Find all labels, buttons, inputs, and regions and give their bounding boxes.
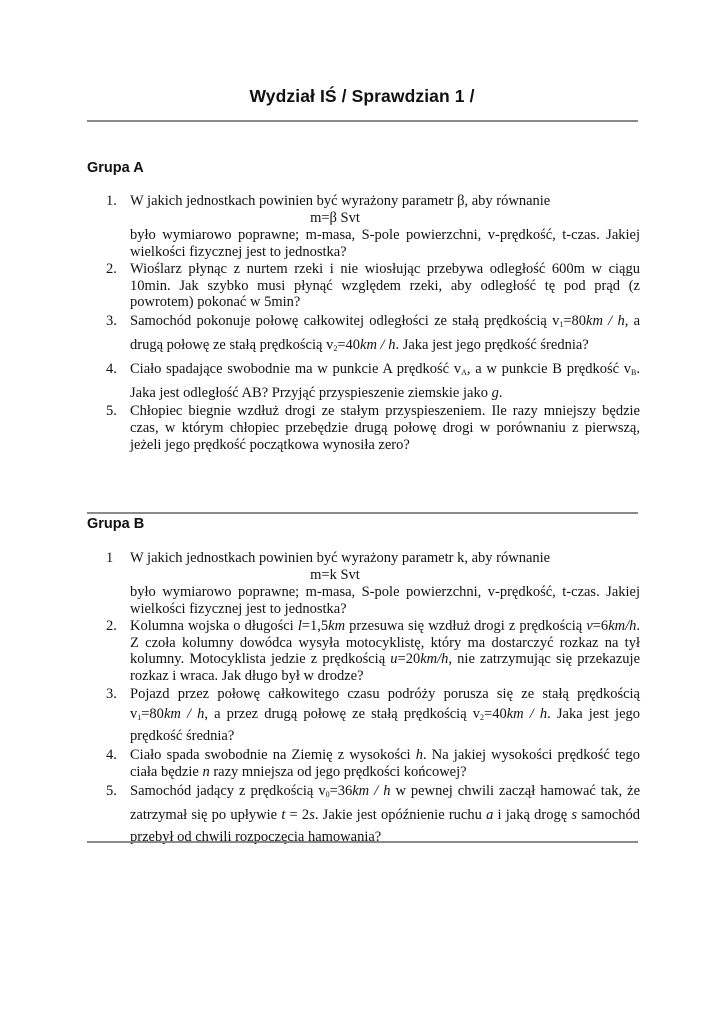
task-text: . Jaka jest jego prędkość średnia? xyxy=(130,705,640,745)
task-text: i jaką drogę xyxy=(493,807,572,824)
task-text: . Z czoła kolumny dowódca wysyła motocyklistę, który ma dostarczyć rozkaz na tył kolumny. Motocyklista jedzie z prędkością xyxy=(130,617,640,668)
velocity-formula: $v_2=40km / h$ xyxy=(472,705,548,722)
task-text: . Jaka jest jego prędkość średnia? xyxy=(395,337,589,354)
formula: m=k Svt xyxy=(310,566,360,583)
velocity-symbol: $v_A$ xyxy=(453,361,467,378)
task-text: Samochód pokonuje połowę całkowitej odległości ze stałą prędkością xyxy=(130,313,553,330)
task-text: . Jaka jest odległość AB? Przyjąć przyspieszenie ziemskie jako xyxy=(130,361,640,402)
task-text: Samochód jadący z prędkością xyxy=(130,782,319,799)
task-text: . Jakie jest opóźnienie ruchu xyxy=(314,807,487,824)
symbol-g: g xyxy=(491,385,499,402)
task-text: razy mniejsza od jego prędkości końcowej? xyxy=(209,763,467,780)
group-b-task-list xyxy=(87,550,640,848)
task-text: samochód przebył od chwili rozpoczęcia hamowania? xyxy=(130,807,640,845)
item-number: 4. xyxy=(106,361,117,378)
task-text: , a przez drugą połowę ze stałą prędkością xyxy=(204,705,473,722)
list-item xyxy=(87,261,640,312)
list-item xyxy=(87,550,640,618)
list-item: 5. Samochód jadący z prędkością $v_0=36km / h$ w pewnej chwili zaczął hamować tak, że zatrzymał się po upływie t = 2s. Jakie jest opóźnienie ruchu a i jaką drogę s samochód przebył od chwili rozpoczęcia hamowania? xyxy=(106,782,641,845)
list-item xyxy=(87,193,640,261)
item-number: 5. xyxy=(106,403,117,420)
velocity-formula: $v_1=80km / h$ xyxy=(552,313,625,330)
item-number: 4. xyxy=(106,746,117,763)
task-text: Wioślarz płynąc z nurtem rzeki i nie wiosłując przebywa odległość 600m w ciągu 10min. Jak szybko musi płynąć względem rzeki, aby odległość tę pod prąd (z powrotem) pokonać w 5min? xyxy=(130,260,640,311)
task-text: , a drugą połowę ze stałą prędkością xyxy=(130,313,641,354)
list-item xyxy=(87,685,640,747)
page-title: Wydział IŚ / Sprawdzian 1 / xyxy=(249,86,475,106)
item-number: 2. xyxy=(106,260,117,277)
task-text: W jakich jednostkach powinien być wyrażony parametr β, aby równanie xyxy=(130,193,551,209)
task-text: W jakich jednostkach powinien być wyrażony parametr k, aby równanie xyxy=(130,550,551,566)
task-text: Kolumna wojska o długości xyxy=(130,617,298,634)
velocity-formula: $v_2=40km / h$ xyxy=(326,337,396,354)
task-text: . Na jakiej wysokości prędkość tego ciała będzie xyxy=(130,746,640,780)
divider xyxy=(87,841,638,843)
formula: m=β Svt xyxy=(310,209,360,226)
group-b-heading: Grupa B xyxy=(87,516,145,532)
task-text: , nie zatrzymując się przekazuje rozkaz i wraca. Jak długo był w drodze? xyxy=(130,651,641,685)
group-a-task-list xyxy=(87,193,640,454)
task-text: , a w punkcie B prędkość xyxy=(466,361,624,378)
list-item: 2. Kolumna wojska o długości l=1,5km przesuwa się wzdłuż drogi z prędkością v=6km/h. Z czoła kolumny dowódca wysyła motocyklistę, który ma dostarczyć rozkaz na tył kolumny. Motocyklista jedzie z prędkością u=20km/h, nie zatrzymując się przekazuje rozkaz i wraca. Jak długo był w drodze? xyxy=(106,617,641,685)
group-a-heading: Grupa A xyxy=(87,160,144,176)
task-text: Chłopiec biegnie wzdłuż drogi ze stałym przyspieszeniem. Ile razy mniejszy będzie czas, w którym chłopiec przebędzie drugą połowę drogi w porównaniu z pierwszą, jeżeli jego prędkość początkowa wynosiła zero? xyxy=(130,403,640,454)
item-number: 5. xyxy=(106,782,117,799)
velocity-symbol: $v_B$ xyxy=(623,361,637,378)
task-text: Pojazd przez połowę całkowitego czasu podróży porusza się ze stałą prędkością xyxy=(130,686,640,703)
item-number: 1. xyxy=(106,193,117,209)
task-text: przesuwa się wzdłuż drogi z prędkością xyxy=(345,617,587,634)
list-item xyxy=(87,311,640,359)
divider xyxy=(87,120,638,122)
task-text: było wymiarowo poprawne; m-masa, S-pole powierzchni, v-prędkość, t-czas. Jakiej wielkości fizycznej jest to jednostka? xyxy=(130,226,640,260)
item-number: 1 xyxy=(106,550,114,566)
task-text: w pewnej chwili zaczął hamować tak, że zatrzymał się po upływie xyxy=(130,782,641,824)
item-number: 3. xyxy=(106,686,117,703)
item-number: 3. xyxy=(106,313,117,330)
task-text: Ciało spadające swobodnie ma w punkcie A prędkość xyxy=(130,361,454,378)
velocity-formula: $v_1=80km / h$ xyxy=(130,705,205,722)
list-item xyxy=(87,403,640,454)
time-formula: t = 2s xyxy=(281,807,315,824)
task-text: Ciało spada swobodnie na Ziemię z wysokości xyxy=(130,746,416,763)
divider xyxy=(87,512,638,514)
velocity-formula: $v_0=36km / h$ xyxy=(318,782,391,799)
item-number: 2. xyxy=(106,617,117,634)
list-item: 4. Ciało spada swobodnie na Ziemię z wysokości h. Na jakiej wysokości prędkość tego ciała będzie n razy mniejsza od jego prędkości końcowej? xyxy=(106,746,640,780)
list-item: 4. Ciało spadające swobodnie ma w punkcie A prędkość $v_A$, a w punkcie B prędkość $v_B$. Jaka jest odległość AB? Przyjąć przyspieszenie ziemskie jako g. xyxy=(106,361,640,402)
task-text: było wymiarowo poprawne; m-masa, S-pole powierzchni, v-prędkość, t-czas. Jakiej wielkości fizycznej jest to jednostka? xyxy=(130,583,640,617)
